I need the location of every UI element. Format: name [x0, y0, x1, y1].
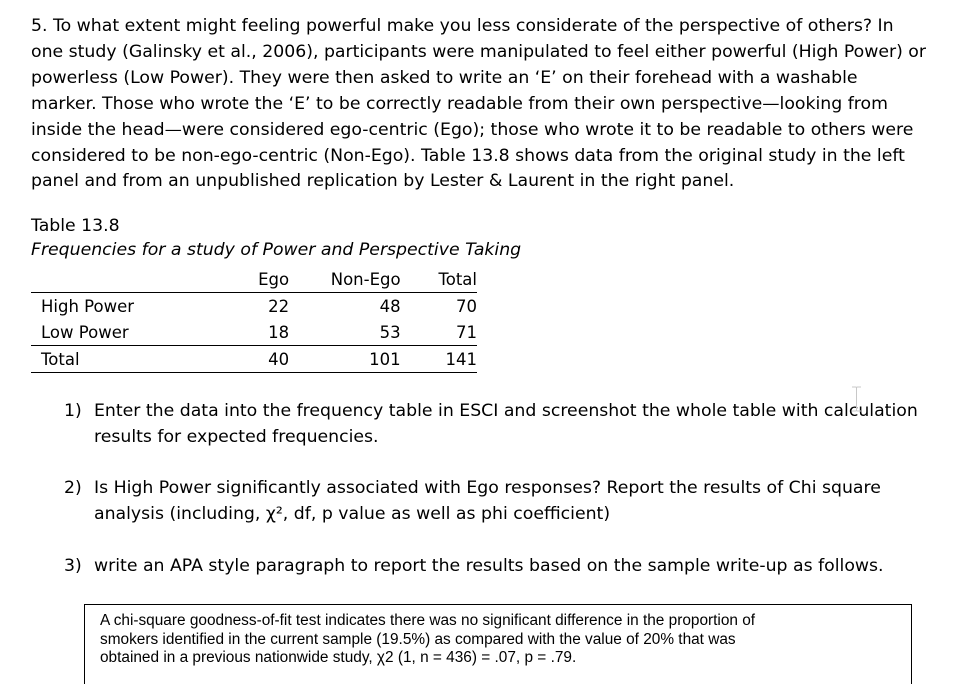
header-cell-total: Total [438, 269, 477, 289]
question-line: one study (Galinsky et al., 2006), participants were manipulated to feel either powerful (High Power) or [31, 41, 926, 62]
sample-write-up-box [84, 604, 912, 684]
task-number: 1) [64, 401, 82, 421]
table-row [31, 293, 477, 320]
question-line: panel and from an unpublished replication by Lester & Laurent in the right panel. [31, 171, 735, 192]
task-line: write an APA style paragraph to report the results based on the sample write-up as follows. [94, 556, 884, 576]
table-cell: 48 [379, 296, 401, 316]
table-header-row [31, 266, 477, 293]
table-title: Frequencies for a study of Power and Perspective Taking [31, 240, 522, 260]
table-cell: 40 [268, 349, 290, 369]
question-line: inside the head—were considered ego-centric (Ego); those who wrote it to be readable to others were [31, 119, 914, 140]
row-label: Low Power [41, 322, 129, 342]
row-label: High Power [41, 296, 135, 316]
table-cell: 141 [445, 349, 477, 369]
task-item [64, 553, 884, 579]
question-line: marker. Those who wrote the ‘E’ to be correctly readable from their own perspective—looking from [31, 93, 888, 114]
sample-line: A chi-square goodness-of-fit test indicates there was no significant difference in the proportion of [100, 612, 756, 629]
table-cell: 71 [456, 322, 477, 342]
task-line: Is High Power significantly associated with Ego responses? Report the results of Chi square [94, 478, 881, 498]
task-number: 3) [64, 556, 82, 576]
table-cell: 53 [379, 322, 401, 342]
question-line: powerless (Low Power). They were then asked to write an ‘E’ on their forehead with a washable [31, 67, 858, 88]
table-cell: 101 [369, 349, 401, 369]
table-row [31, 319, 477, 346]
task-line: results for expected frequencies. [94, 427, 379, 447]
question-line: considered to be non-ego-centric (Non-Ego). Table 13.8 shows data from the original study in the left [31, 145, 905, 166]
table-label: Table 13.8 [31, 216, 120, 236]
task-item [64, 475, 881, 527]
table-cell: 70 [456, 296, 477, 316]
frequency-table [31, 266, 477, 373]
task-line: analysis (including, χ², df, p value as well as phi coefficient) [94, 504, 611, 524]
question-text [31, 14, 943, 195]
table-cell: 18 [268, 322, 290, 342]
task-item [64, 398, 918, 450]
sample-line: smokers identified in the current sample (19.5%) as compared with the value of 20% that was [100, 630, 736, 648]
task-number: 2) [64, 478, 82, 498]
sample-line: obtained in a previous nationwide study, χ2 (1, n = 436) = .07, p = .79. [100, 649, 577, 666]
header-cell-ego: Ego [258, 269, 290, 289]
text-cursor-icon [851, 386, 862, 412]
row-label: Total [41, 349, 80, 369]
task-line: Enter the data into the frequency table in ESCI and screenshot the whole table with calculation [94, 401, 918, 421]
table-cell: 22 [268, 296, 290, 316]
table-row-total [31, 346, 477, 373]
header-cell-empty [31, 266, 248, 293]
question-line: 5. To what extent might feeling powerful make you less considerate of the perspective of others? In [31, 16, 894, 36]
header-cell-non-ego: Non-Ego [330, 269, 401, 289]
